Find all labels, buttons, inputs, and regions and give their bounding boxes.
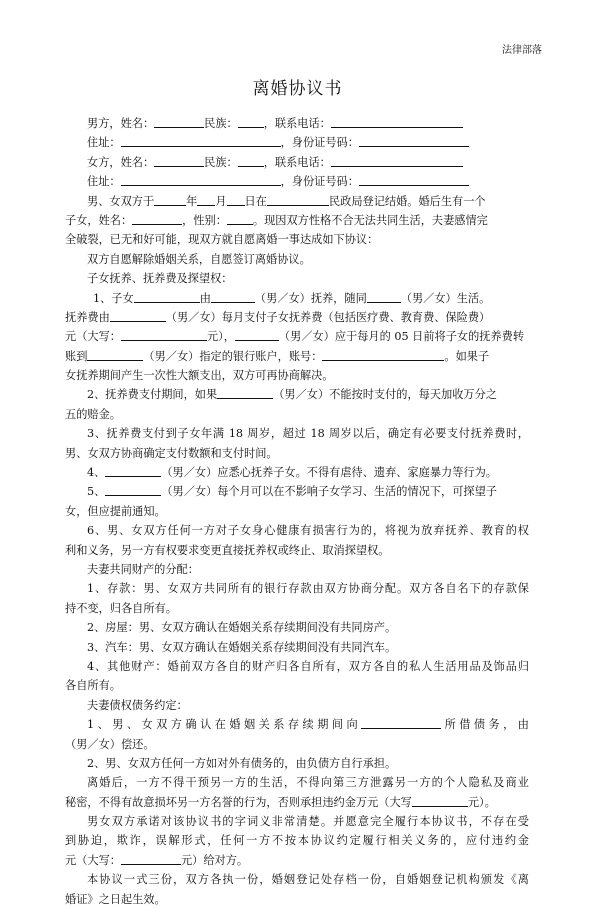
clause-text: （男／女）应悉心抚养子女。不得有虐待、遗弃、家庭暴力等行为。 [161, 466, 497, 480]
blank-marriage-day[interactable] [227, 194, 245, 206]
blank-husband-id[interactable] [359, 135, 469, 147]
blank-visitor[interactable] [105, 484, 161, 496]
property-clause-line: 持不变，归各自所有。 [65, 601, 177, 615]
blank-living-with[interactable] [367, 291, 401, 303]
closing-line: 婚证》之日起生效。 [65, 892, 166, 906]
blank-child-name[interactable] [132, 213, 182, 225]
closing-line [65, 793, 529, 812]
section-heading-debt: 夫妻债权债务约定： [87, 698, 188, 712]
child-clause-line: 6、男、女双方任何一方对子女身心健康有损害行为的，将视为放弃抚养、教育的权 [87, 524, 529, 538]
child-clause-line: 男、女双方协商确定支付数额和支付时间。 [65, 446, 278, 460]
child-clause-line [65, 482, 529, 501]
blank-creditor[interactable] [361, 717, 441, 729]
clause-text: 由 [199, 291, 211, 305]
child-clause-line: 女，但应提前通知。 [65, 504, 166, 518]
clause-text: （男／女）抚养，随同 [254, 291, 367, 305]
intro-line: 双方自愿解除婚姻关系，自愿签订离婚协议。 [87, 252, 311, 266]
blank-husband-ethnic[interactable] [238, 116, 264, 128]
label-phone: ，联系电话： [263, 155, 331, 169]
clause-text: 所借债务，由 [441, 718, 529, 732]
clause-text: 4、 [87, 466, 106, 480]
section-heading-child: 子女抚养、抚养费及探望权： [87, 272, 233, 286]
label-id-number: ，身份证号码： [280, 136, 359, 150]
child-clause-line [65, 308, 529, 327]
intro-text: 日在 [244, 194, 267, 208]
blank-registry-office[interactable] [267, 194, 329, 206]
wife-address-line [65, 172, 529, 191]
closing-line: 男女双方承诺对该协议书的字词义非常清楚。并愿意完全履行本协议书，不存在受 [87, 815, 529, 829]
wife-info-line [65, 153, 529, 172]
clause-text: （男／女）每月支付子女抚养费（包括医疗费、教育费、保险费） [165, 310, 491, 324]
property-clause-line: 4、其他财产：婚前双方各自的财产归各自所有，双方各自的私人生活用品及饰品归 [87, 659, 529, 673]
closing-line: 到胁迫，欺诈，误解形式，任何一方不按本协议约定履行相关义务的，应付违约金 [65, 834, 529, 848]
debt-clause-line: 2、男、女双方任何一方如对外有债务的，由负债方自行承担。 [87, 756, 397, 770]
intro-text: 月 [215, 194, 227, 208]
clause-text: 。如果子 [444, 349, 490, 363]
child-clause-line [65, 385, 529, 404]
clause-text: （男／女）每个月可以在不影响子女学习、生活的情况下，可探望子 [161, 485, 497, 499]
label-phone: ，联系电话： [263, 117, 331, 130]
intro-text: 男、女双方于 [87, 194, 155, 208]
intro-line: 全破裂，已无和好可能，现双方就自愿离婚一事达成如下协议： [65, 233, 379, 247]
clause-text: （男／女）应于每月的 05 日前将子女的抚养费转 [278, 330, 525, 344]
child-clause-line [65, 347, 529, 366]
clause-text: （男／女）指定的银行账户，账号： [143, 349, 323, 363]
blank-late-payer[interactable] [217, 387, 273, 399]
intro-line [65, 192, 529, 211]
blank-husband-address[interactable] [121, 135, 281, 147]
husband-info-line [65, 114, 529, 133]
clause-text: 2、抚养费支付期间，如果 [87, 388, 218, 402]
clause-text: 元）， [206, 330, 235, 344]
debt-clause-line: （男／女）偿还。 [65, 737, 155, 751]
clause-text: 抚养费由 [65, 310, 110, 324]
blank-liquidated-damages[interactable] [121, 853, 181, 865]
clause-text: 秘密，不得有故意损坏另一方名誉的行为，否则承担违约金万元（大写 [65, 795, 412, 809]
blank-husband-phone[interactable] [331, 116, 463, 128]
closing-line [65, 851, 529, 870]
intro-text: 民政局登记结婚。婚后生有一个 [328, 194, 486, 208]
clause-text: 5、 [87, 485, 106, 499]
clause-text: 元）。 [467, 795, 496, 809]
intro-text: ，性别： [182, 213, 227, 227]
closing-line: 离婚后，一方不得干预另一方的生活，不得向第三方泄露另一方的个人隐私及商业 [87, 776, 529, 790]
clause-text: 元（大写： [65, 853, 121, 867]
clause-text: 账到 [65, 349, 88, 363]
clause-text: （男／女）生活。 [400, 291, 491, 305]
intro-line [65, 211, 529, 230]
child-clause-line: 女抚养期间产生一次性大额支出，双方可再协商解决。 [65, 369, 334, 383]
blank-wife-id[interactable] [359, 174, 469, 186]
blank-marriage-month[interactable] [197, 194, 215, 206]
label-wife-name: 女方，姓名： [87, 155, 155, 169]
child-clause-line: 利和义务，另一方有权要求变更直接抚养权或终止、取消探望权。 [65, 543, 390, 557]
label-husband-name: 男方，姓名： [87, 117, 155, 130]
blank-wife-phone[interactable] [331, 155, 463, 167]
blank-account-number[interactable] [322, 349, 444, 361]
blank-transfer-party[interactable] [235, 329, 279, 341]
label-address: 住址： [87, 136, 121, 150]
child-clause-line [65, 327, 529, 346]
clause-text: 元（大写： [65, 330, 121, 344]
clause-text: 元）给对方。 [180, 853, 249, 867]
label-ethnic: 民族： [204, 155, 238, 169]
agreement-body [65, 114, 529, 909]
husband-address-line [65, 133, 529, 152]
section-heading-property: 夫妻共同财产的分配： [87, 562, 199, 576]
blank-husband-name[interactable] [154, 116, 204, 128]
child-clause-line: 3、抚养费支付到子女年满 18 周岁，超过 18 周岁以后，确定有必要支付抚养费时， [87, 427, 529, 441]
intro-text: 年 [186, 194, 198, 208]
child-clause-line: 五的赔金。 [65, 407, 121, 421]
child-clause-line [65, 463, 529, 482]
clause-text: （男／女）不能按时支付的，每天加收万分之 [273, 388, 497, 402]
intro-text: 。现因双方性格不合无法共同生活，夫妻感情完 [252, 213, 488, 227]
blank-custodian[interactable] [211, 291, 255, 303]
property-clause-line: 各自所有。 [65, 679, 121, 693]
blank-child[interactable] [134, 291, 200, 303]
intro-text: 子女，姓名： [65, 213, 133, 227]
blank-child-gender[interactable] [227, 213, 253, 225]
blank-amount-words[interactable] [121, 329, 207, 341]
blank-payer[interactable] [110, 310, 166, 322]
debt-clause-line [65, 715, 529, 734]
label-ethnic: 民族： [204, 117, 238, 130]
clause-text: 1、子女 [93, 291, 134, 305]
label-address: 住址： [87, 175, 121, 189]
blank-wife-ethnic[interactable] [238, 155, 264, 167]
property-clause-line: 3、汽车：男、女双方确认在婚姻关系存续期间没有共同汽车。 [87, 640, 397, 654]
label-id-number: ，身份证号码： [280, 175, 359, 189]
property-clause-line: 1、存款：男、女双方共同所有的银行存款由双方协商分配。双方各自名下的存款保 [87, 582, 529, 596]
blank-wife-address[interactable] [121, 174, 281, 186]
blank-penalty-words[interactable] [412, 795, 468, 807]
property-clause-line: 2、房屋：男、女双方确认在婚姻关系存续期间没有共同房产。 [87, 621, 397, 635]
clause-text: 1、男、女双方确认在婚姻关系存续期间向 [87, 718, 362, 732]
closing-line: 本协议一式三份，双方各执一份，婚姻登记处存档一份，自婚姻登记机构颁发《离 [87, 873, 529, 887]
blank-account-holder[interactable] [87, 349, 143, 361]
header-source: 法律部落 [502, 45, 542, 56]
blank-wife-name[interactable] [154, 155, 204, 167]
blank-caregiver[interactable] [105, 465, 161, 477]
document-title: 离婚协议书 [252, 79, 343, 99]
blank-marriage-year[interactable] [154, 194, 186, 206]
child-clause-line [65, 289, 529, 308]
